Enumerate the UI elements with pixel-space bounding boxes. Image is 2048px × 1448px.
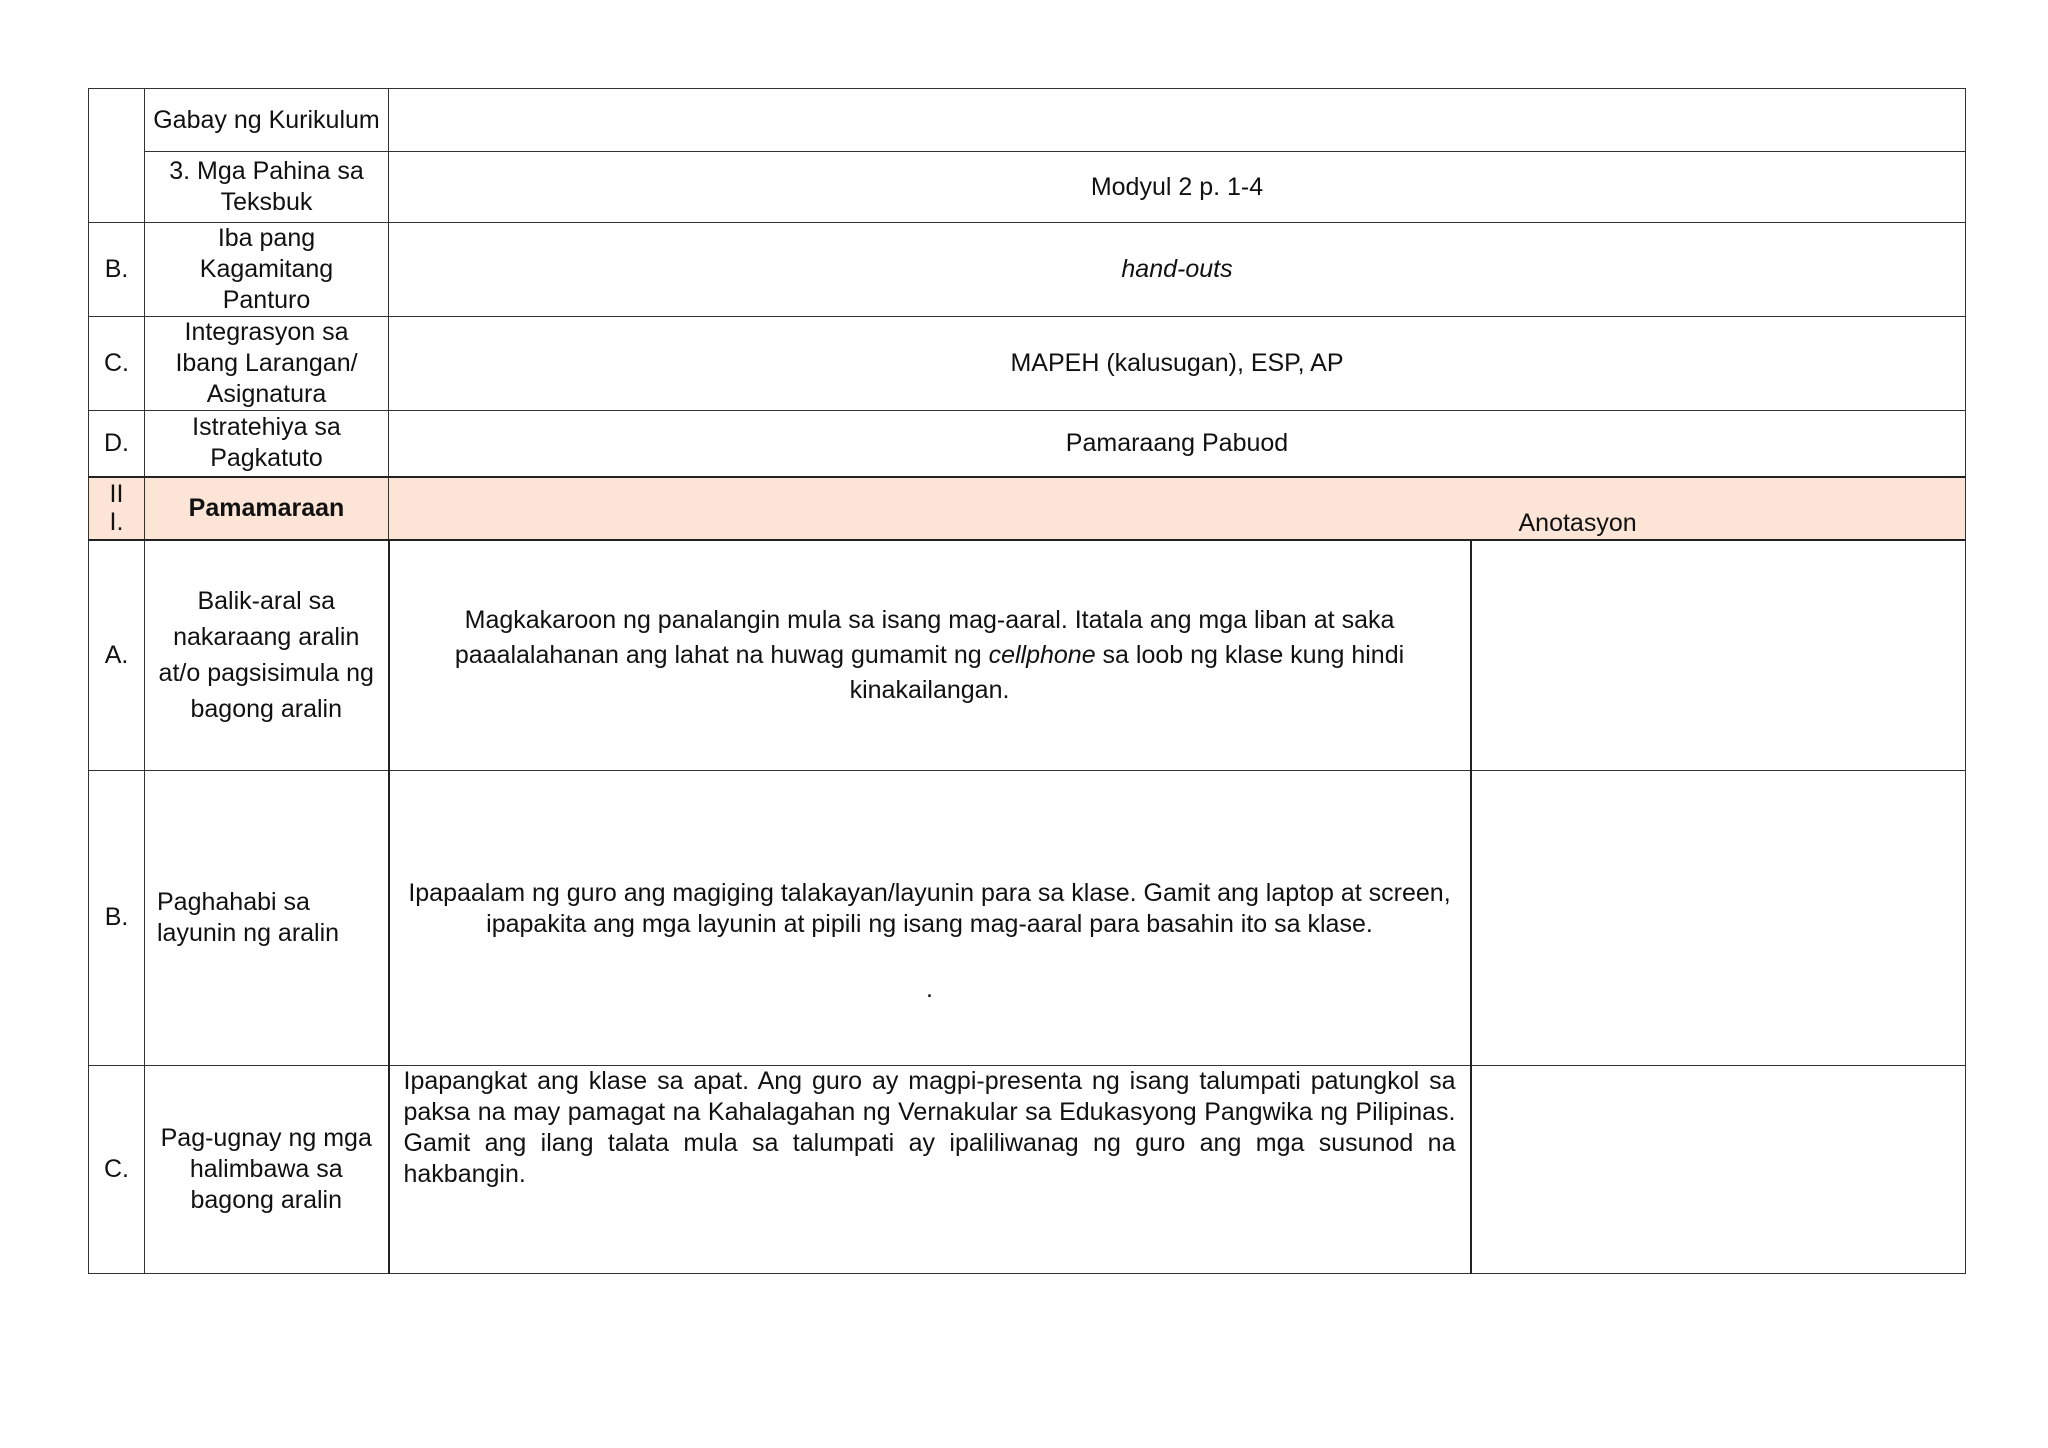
- procedure-annotation: [1471, 770, 1966, 1065]
- row-label: 3. Mga Pahina sa Teksbuk: [145, 152, 389, 223]
- procedure-text: Ipapaalam ng guro ang magiging talakayan/layunin para sa klase. Gamit ang laptop at screen, ipapakita ang mga layunin at pipili ng isang mag-aaral para basahin ito sa klase.: [408, 879, 1451, 938]
- procedure-row-a: [89, 540, 1966, 771]
- procedure-text-before: Magkakaroon ng panalangin mula sa isang mag-aaral. Itatala ang mga liban at saka paaalalahanan ang lahat na huwag gumamit ng: [454, 605, 1395, 669]
- procedure-number: A.: [89, 540, 145, 771]
- row-value: MAPEH (kalusugan), ESP, AP: [389, 317, 1966, 411]
- procedure-text-italic: cellphone: [988, 640, 1096, 669]
- procedure-annotation: [1471, 1065, 1966, 1273]
- section-header-blank: [389, 477, 1471, 540]
- annotation-column-title: Anotasyon: [1471, 477, 1966, 540]
- procedure-row-b: [89, 770, 1966, 1065]
- row-pahina: [89, 152, 1966, 223]
- row-value-italic: hand-outs: [1121, 255, 1233, 283]
- row-integrasyon: [89, 317, 1966, 411]
- procedure-label: Pag-ugnay ng mga halimbawa sa bagong aralin: [145, 1065, 389, 1273]
- section-header-pamamaraan: [89, 477, 1966, 540]
- procedure-row-c: [89, 1065, 1966, 1273]
- row-kagamitan: [89, 223, 1966, 317]
- section-title: Pamamaraan: [145, 477, 389, 540]
- procedure-number: B.: [89, 770, 145, 1065]
- procedure-label: Balik-aral sa nakaraang aralin at/o pagsisimula ng bagong aralin: [145, 540, 389, 771]
- row-value: [389, 223, 1966, 317]
- lesson-plan-table: [88, 88, 1966, 1274]
- lesson-plan-page: [88, 88, 1965, 1274]
- row-istratehiya: [89, 411, 1966, 477]
- procedure-description: Ipapangkat ang klase sa apat. Ang guro ay magpi-presenta ng isang talumpati patungkol sa paksa na may pamagat na Kahalagahan ng Vernakular sa Edukasyong Pangwika ng Pilipinas. Gamit ang ilang talata mula sa talumpati ay ipaliliwanag ng guro ang mga susunod na hakbangin.: [389, 1065, 1471, 1273]
- row-number-empty: [89, 89, 145, 223]
- row-value: [389, 89, 1966, 152]
- section-number: III.: [89, 477, 145, 540]
- row-gabay: [89, 89, 1966, 152]
- procedure-trailing-dot: .: [926, 975, 933, 1003]
- procedure-annotation: [1471, 540, 1966, 771]
- row-value: Modyul 2 p. 1-4: [389, 152, 1966, 223]
- procedure-description: [389, 540, 1471, 771]
- row-label: Istratehiya sa Pagkatuto: [145, 411, 389, 477]
- row-number: C.: [89, 317, 145, 411]
- procedure-description: [389, 770, 1471, 1065]
- row-value: Pamaraang Pabuod: [389, 411, 1966, 477]
- procedure-text-after: sa loob ng klase kung hindi kinakailangan.: [849, 640, 1405, 704]
- row-label: Iba pang Kagamitang Panturo: [145, 223, 389, 317]
- row-number: B.: [89, 223, 145, 317]
- row-label: Gabay ng Kurikulum: [145, 89, 389, 152]
- row-label: Integrasyon sa Ibang Larangan/ Asignatura: [145, 317, 389, 411]
- procedure-number: C.: [89, 1065, 145, 1273]
- row-number: D.: [89, 411, 145, 477]
- procedure-label: Paghahabi sa layunin ng aralin: [145, 770, 389, 1065]
